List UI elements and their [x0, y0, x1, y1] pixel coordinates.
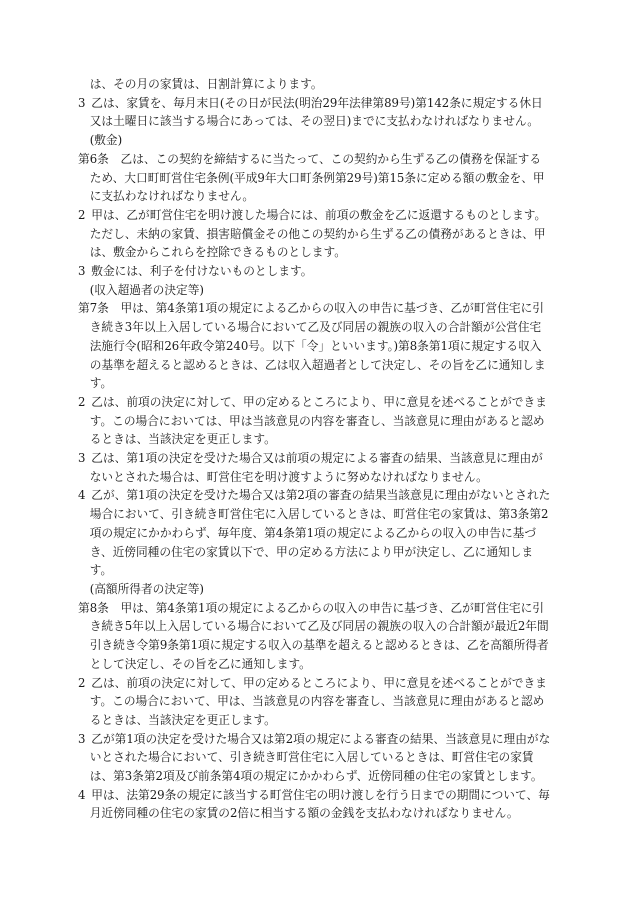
paragraph-text: 乙は、この契約を締結するに当たって、この契約から生ずる乙の債務を保証するため、大口町町営住宅条例(平成9年大口町条例第29号)第15条に定める額の敷金を、甲に支払わなければなりません。 — [89, 151, 545, 204]
paragraph-text: 乙は、前項の決定に対して、甲の定めるところにより、甲に意見を述べることができます。この場合においては、甲は当該意見の内容を審査し、当該意見に理由があると認めるときは、当該決定を更正します。 — [89, 394, 547, 447]
article-8-paragraph-3 — [78, 730, 552, 786]
article-7-paragraph-4 — [78, 486, 552, 580]
paragraph-number: 2 — [78, 394, 86, 409]
document-body — [78, 75, 552, 823]
paragraph-text: 乙が、第1項の決定を受けた場合又は第2項の審査の結果当該意見に理由がないとされた場合において、引き続き町営住宅に入居しているときは、町営住宅の家賃は、第3条第2項の規定にかかわらず、毎年度、第4条第1項の規定による乙からの収入の申告に基づき、近傍同種の住宅の家賃以下で、甲の定める方法により甲が決定し、乙に通知します。 — [89, 488, 551, 578]
paragraph-number: 3 — [78, 451, 86, 466]
paragraph-number: 4 — [78, 787, 86, 802]
paragraph-text: 乙が第1項の決定を受けた場合又は第2項の規定による審査の結果、当該意見に理由がないとされた場合において、引き続き町営住宅に入居しているときは、町営住宅の家賃は、第3条第2項及び前条第4項の規定にかかわらず、近傍同種の住宅の家賃とします。 — [89, 731, 551, 784]
article-5-paragraph-3 — [78, 94, 552, 131]
paragraph-text: 敷金には、利子を付けないものとします。 — [91, 264, 313, 279]
article-6-paragraph-1 — [78, 150, 552, 206]
paragraph-text: 甲は、第4条第1項の規定による乙からの収入の申告に基づき、乙が町営住宅に引き続き5年以上入居している場合において乙及び同居の親族の収入の合計額が最近2年間引き続き令第9条第1項に規定する収入の基準を超えると認めるときは、乙を高額所得者として決定し、その旨を乙に通知します。 — [89, 600, 549, 671]
article-7-paragraph-1 — [78, 299, 552, 393]
article-8-paragraph-1 — [78, 599, 552, 674]
article-7-paragraph-2 — [78, 393, 552, 449]
paragraph-text: 甲は、第4条第1項の規定による乙からの収入の申告に基づき、乙が町営住宅に引き続き3年以上入居している場合において乙及び同居の親族の収入の合計額が公営住宅法施行令(昭和26年政令第240号。以下「令」といいます。)第8条第1項に規定する収入の基準を超えると認めるときは、乙は収入超過者として決定し、その旨を乙に通知します。 — [89, 301, 546, 391]
article-8-paragraph-2 — [78, 674, 552, 730]
paragraph-text: 乙は、前項の決定に対して、甲の定めるところにより、甲に意見を述べることができます。この場合において、甲は、当該意見の内容を審査し、当該意見に理由があると認めるときは、当該決定を更正します。 — [89, 675, 547, 727]
article-8-paragraph-4 — [78, 786, 552, 823]
paragraph-number: 2 — [78, 675, 86, 690]
article-number: 第8条 — [78, 600, 109, 615]
paragraph-text: 甲は、乙が町営住宅を明け渡した場合には、前項の敷金を乙に返還するものとします。ただし、未納の家賃、損害賠償金その他この契約から生ずる乙の債務があるときは、甲は、敷金からこれらを控除できるものとします。 — [89, 207, 547, 260]
paragraph-text: 乙は、第1項の決定を受けた場合又は前項の規定による審査の結果、当該意見に理由がないとされた場合は、町営住宅を明け渡すように努めなければなりません。 — [89, 451, 543, 484]
article-number: 第6条 — [78, 151, 109, 166]
article-6-caption: (敷金) — [89, 133, 123, 148]
article-number: 第7条 — [78, 301, 109, 316]
paragraph-number: 3 — [78, 731, 86, 746]
paragraph-number: 4 — [78, 488, 86, 503]
paragraph-text: 乙は、家賃を、毎月末日(その日が民法(明治29年法律第89号)第142条に規定する休日又は土曜日に該当する場合にあっては、その翌日)までに支払わなければなりません。 — [89, 95, 543, 129]
article-7-paragraph-3 — [78, 449, 552, 486]
article-5-continuation: は、その月の家賃は、日割計算によります。 — [89, 77, 323, 91]
paragraph-number: 3 — [78, 95, 86, 110]
article-6-paragraph-3 — [78, 262, 552, 281]
paragraph-number: 3 — [78, 264, 86, 279]
article-8-caption: (高額所得者の決定等) — [89, 581, 204, 596]
article-7-caption: (収入超過者の決定等) — [89, 282, 204, 297]
paragraph-text: 甲は、法第29条の規定に該当する町営住宅の明け渡しを行う日までの期間について、毎月近傍同種の住宅の家賃の2倍に相当する額の金銭を支払わなければなりません。 — [89, 787, 550, 821]
article-6-paragraph-2 — [78, 206, 552, 262]
paragraph-number: 2 — [78, 207, 86, 222]
